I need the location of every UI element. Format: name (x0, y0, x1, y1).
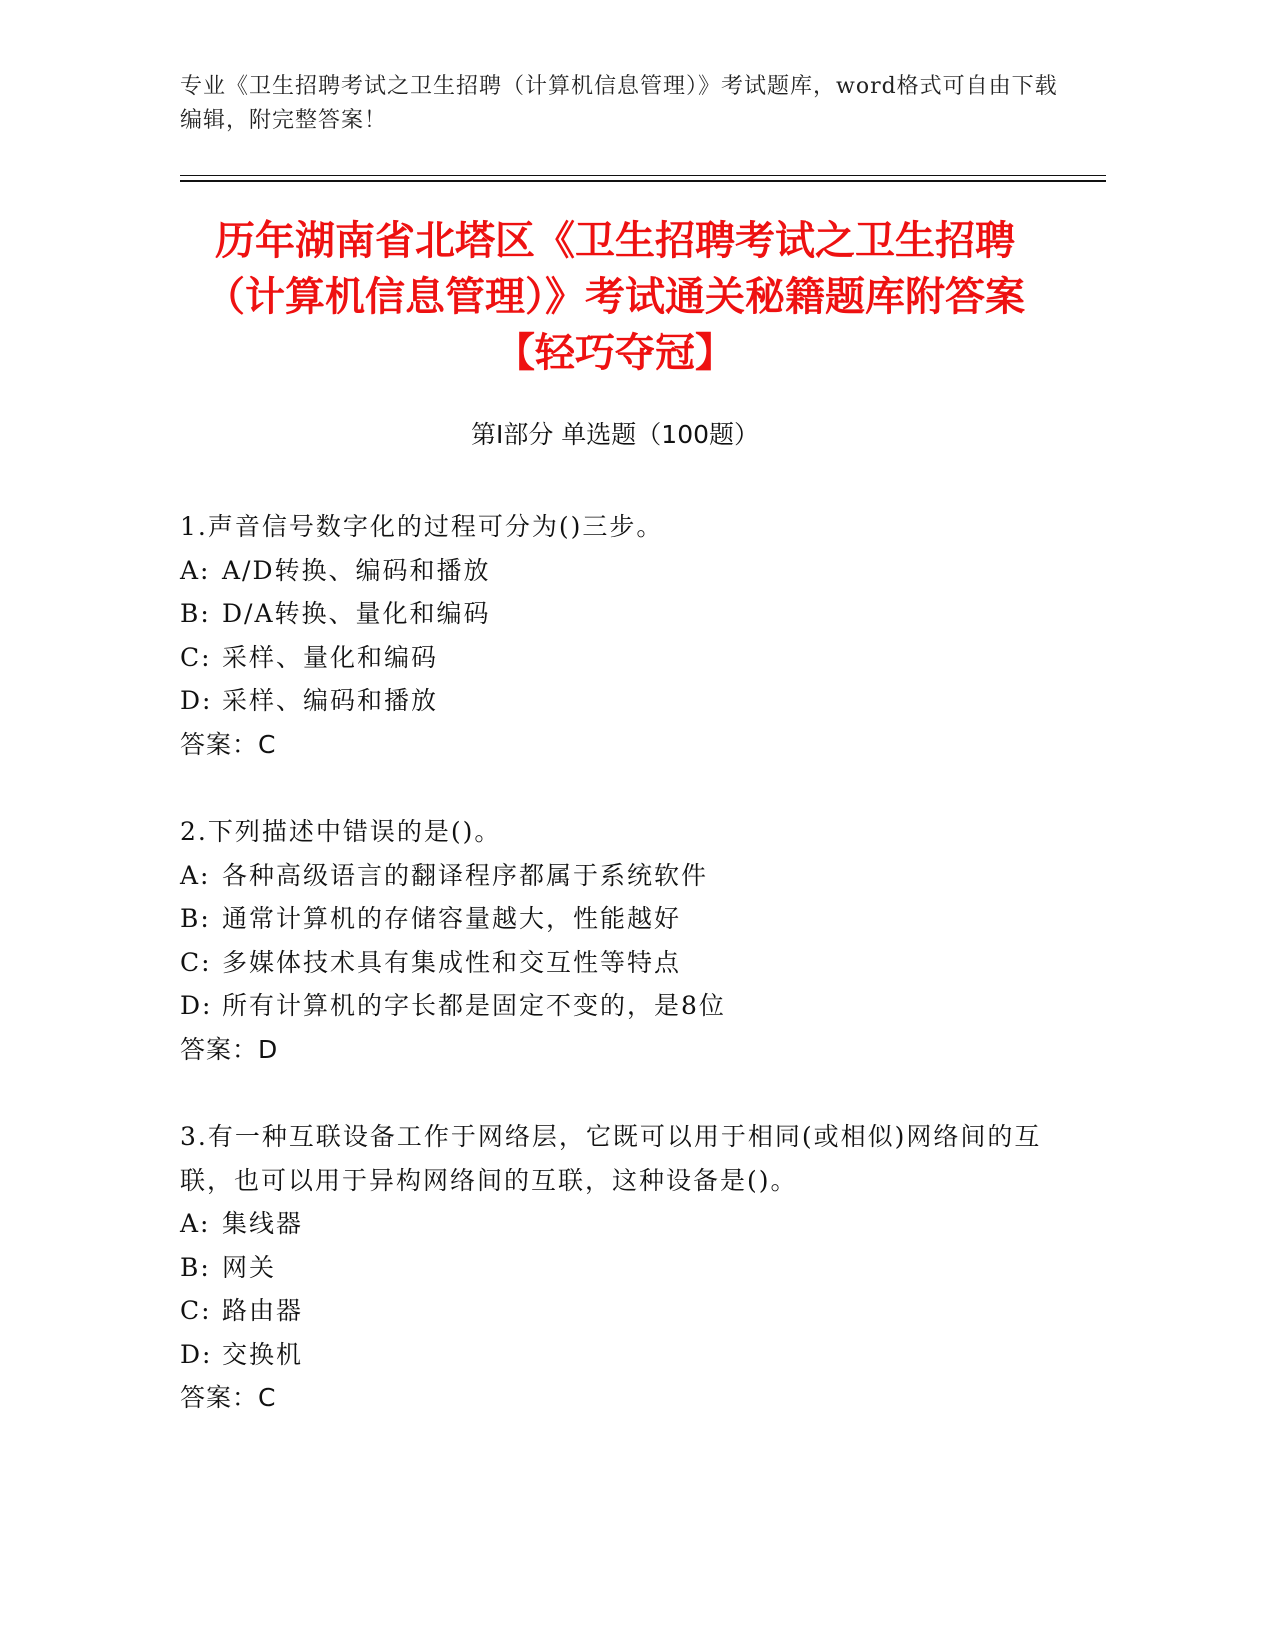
option-text: 采样、量化和编码 (222, 642, 439, 672)
option-key: C: (180, 1296, 212, 1325)
option-a (180, 854, 1060, 898)
option-a (180, 1202, 1060, 1246)
question-1 (180, 505, 1060, 766)
option-text: 各种高级语言的翻译程序都属于系统软件 (222, 860, 709, 890)
option-d (180, 1333, 1060, 1377)
question-stem: 3.有一种互联设备工作于网络层，它既可以用于相同(或相似)网络间的互联，也可以用于异构网络间的互联，这种设备是()。 (180, 1122, 1042, 1195)
option-key: B: (180, 599, 211, 628)
option-key: B: (180, 904, 211, 933)
option-key: D: (180, 991, 213, 1020)
document-title: 历年湖南省北塔区《卫生招聘考试之卫生招聘（计算机信息管理）》考试通关秘籍题库附答案【轻巧夺冠】 (205, 218, 1025, 376)
option-text: 网关 (222, 1252, 277, 1282)
option-text: 交换机 (222, 1339, 304, 1369)
option-text: D/A转换、量化和编码 (222, 599, 491, 628)
option-text: 路由器 (222, 1296, 304, 1325)
option-b (180, 1246, 1060, 1290)
option-c (180, 636, 1060, 680)
question-stem: 1.声音信号数字化的过程可分为()三步。 (180, 512, 664, 541)
option-text: 集线器 (222, 1209, 304, 1238)
option-b (180, 897, 1060, 941)
option-text: 采样、编码和播放 (222, 686, 439, 715)
option-c (180, 941, 1060, 985)
option-key: A: (180, 555, 211, 585)
section-title: 第I部分 单选题（100题） (470, 420, 760, 449)
question-3 (180, 1115, 1060, 1420)
option-text: 所有计算机的字长都是固定不变的，是8位 (222, 991, 726, 1020)
option-d (180, 984, 1060, 1028)
header-divider-thick (180, 180, 1106, 182)
answer-line: 答案：D (180, 1034, 279, 1064)
option-a (180, 549, 1060, 593)
option-key: B: (180, 1252, 211, 1282)
option-key: C: (180, 642, 212, 672)
option-d (180, 679, 1060, 723)
header-note: 专业《卫生招聘考试之卫生招聘（计算机信息管理）》考试题库，word格式可自由下载编辑，附完整答案！ (180, 74, 1058, 133)
answer-line: 答案：C (180, 1383, 277, 1412)
header-divider-thin (180, 175, 1106, 176)
option-key: D: (180, 686, 213, 715)
answer-line: 答案：C (180, 729, 277, 759)
option-text: 多媒体技术具有集成性和交互性等特点 (222, 947, 682, 977)
option-key: A: (180, 860, 211, 890)
option-key: D: (180, 1339, 213, 1369)
option-key: C: (180, 947, 212, 977)
option-key: A: (180, 1209, 211, 1238)
option-text: 通常计算机的存储容量越大，性能越好 (222, 904, 682, 933)
question-stem: 2.下列描述中错误的是()。 (180, 817, 502, 846)
option-c (180, 1289, 1060, 1333)
option-b (180, 592, 1060, 636)
question-2 (180, 810, 1060, 1071)
option-text: A/D转换、编码和播放 (222, 555, 491, 585)
